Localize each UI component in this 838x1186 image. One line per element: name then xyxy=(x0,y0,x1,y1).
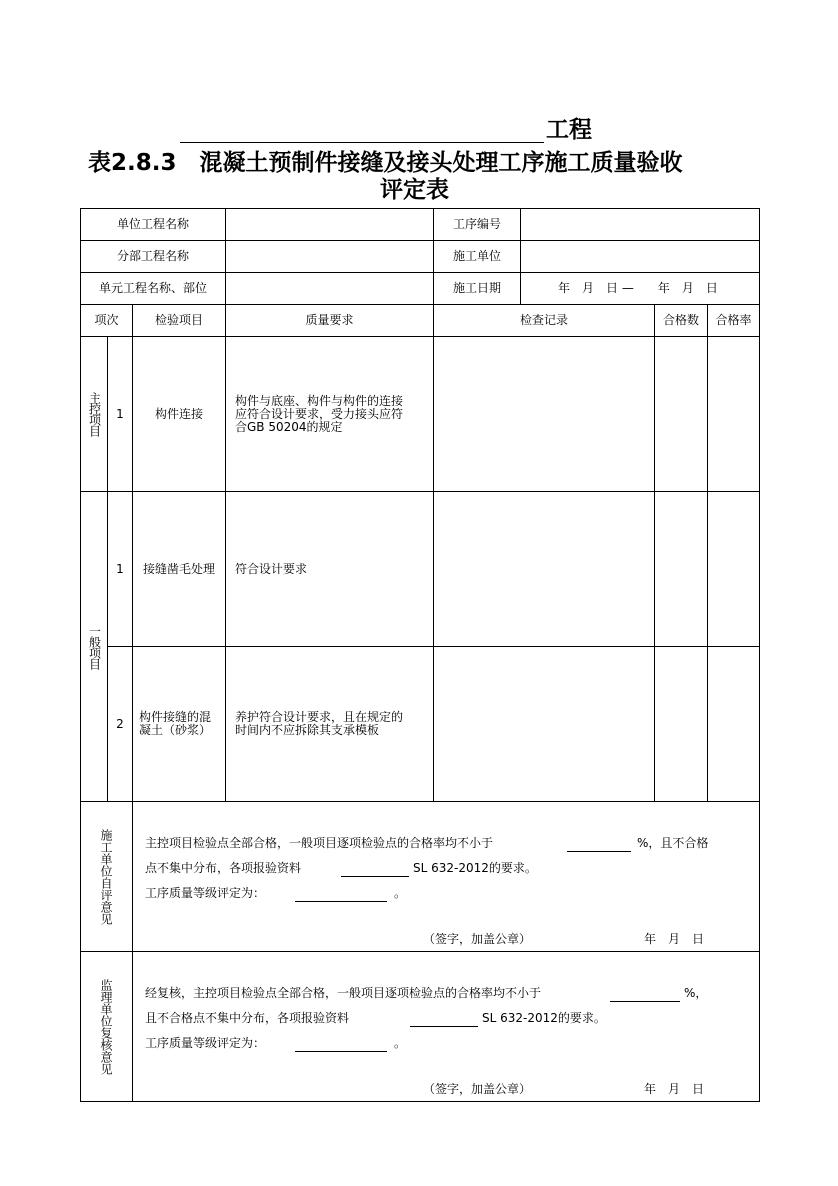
col-header-quality-requirement: 质量要求 xyxy=(305,313,354,327)
unit-project-field[interactable] xyxy=(226,209,433,240)
contractor-date: 年 月 日 xyxy=(644,932,705,946)
unit-project-label: 单位工程名称 xyxy=(116,217,189,231)
contractor-grade-blank[interactable] xyxy=(295,901,387,902)
contractor-line3: 工序质量等级评定为： xyxy=(145,886,266,900)
col-header-inspection-item: 检验项目 xyxy=(154,313,203,327)
general-item-record[interactable] xyxy=(434,492,654,646)
supervisor-rate-blank[interactable] xyxy=(610,1001,680,1002)
main-item-count[interactable] xyxy=(655,337,707,491)
table-border-bottom xyxy=(80,1101,760,1102)
contractor-line1: 主控项目检验点全部合格，一般项目逐项检验点的合格率均不小于 xyxy=(145,836,494,850)
general-item-name: 构件接缝的混凝土（砂浆） xyxy=(139,710,212,737)
supervisor-materials-blank[interactable] xyxy=(410,1026,478,1027)
contractor-rate-blank[interactable] xyxy=(567,851,631,852)
contractor-line3-end: 。 xyxy=(394,886,407,900)
general-item-record[interactable] xyxy=(434,647,654,801)
row-divider xyxy=(80,951,760,952)
supervisor-line3: 工序质量等级评定为： xyxy=(145,1036,266,1050)
general-item-no: 2 xyxy=(116,716,124,731)
project-name-blank xyxy=(180,142,544,143)
col-header-item-no: 项次 xyxy=(94,313,119,327)
division-project-label: 分部工程名称 xyxy=(116,249,189,263)
col-header-qualified-rate: 合格率 xyxy=(715,313,752,327)
supervisor-line3-end: 。 xyxy=(394,1036,407,1050)
main-item-rate[interactable] xyxy=(708,337,759,491)
contractor-line2-end: SL 632-2012的要求。 xyxy=(413,861,537,875)
construction-date-range[interactable]: 年 月 日 — 年 月 日 xyxy=(558,281,718,295)
supervisor-line2-end: SL 632-2012的要求。 xyxy=(482,1011,606,1025)
general-item-count[interactable] xyxy=(655,647,707,801)
supervisor-date: 年 月 日 xyxy=(644,1082,705,1096)
element-project-label: 单元工程名称、部位 xyxy=(98,281,207,295)
construction-date-label: 施工日期 xyxy=(452,281,501,295)
process-no-field[interactable] xyxy=(521,209,759,240)
contractor-line2: 点不集中分布，各项报验资料 xyxy=(145,861,302,875)
supervisor-line1: 经复核，主控项目检验点全部合格，一般项目逐项检验点的合格率均不小于 xyxy=(145,986,542,1000)
supervisor-line2: 且不合格点不集中分布，各项报验资料 xyxy=(145,1011,350,1025)
table-border-right xyxy=(759,208,760,1102)
general-item-rate[interactable] xyxy=(708,647,759,801)
main-item-no: 1 xyxy=(116,406,124,421)
supervisor-opinion-label: 监理单位复核意见 xyxy=(99,978,113,1075)
table-border-left xyxy=(80,208,81,1102)
general-item-rate[interactable] xyxy=(708,492,759,646)
supervisor-grade-blank[interactable] xyxy=(295,1051,387,1052)
contractor-opinion-label: 施工单位自评意见 xyxy=(99,828,113,925)
general-item-requirement: 养护符合设计要求，且在规定的时间内不应拆除其支承模板 xyxy=(235,710,404,737)
supervisor-line1-end: %， xyxy=(684,986,708,1000)
element-project-field[interactable] xyxy=(226,273,433,304)
row-divider xyxy=(80,801,760,802)
main-item-name: 构件连接 xyxy=(154,406,203,421)
general-item-requirement: 符合设计要求 xyxy=(235,561,308,576)
construction-unit-field[interactable] xyxy=(521,241,759,272)
construction-unit-label: 施工单位 xyxy=(452,249,501,263)
col-header-inspection-record: 检查记录 xyxy=(519,313,568,327)
project-suffix: 工程 xyxy=(546,117,592,143)
general-item-name: 接缝凿毛处理 xyxy=(142,561,215,576)
contractor-line1-end: %，且不合格 xyxy=(637,836,709,850)
supervisor-sign: （签字，加盖公章） xyxy=(423,1082,532,1096)
contractor-materials-blank[interactable] xyxy=(341,876,409,877)
main-item-requirement: 构件与底座、构件与构件的连接应符合设计要求，受力接头应符合GB 50204的规定 xyxy=(235,393,404,434)
page-title-line2: 评定表 xyxy=(380,177,449,203)
general-items-group-label: 一般项目 xyxy=(87,624,102,669)
process-no-label: 工序编号 xyxy=(452,217,501,231)
general-item-no: 1 xyxy=(116,561,124,576)
division-project-field[interactable] xyxy=(226,241,433,272)
col-header-qualified-count: 合格数 xyxy=(662,313,699,327)
main-items-group-label: 主控项目 xyxy=(87,392,102,436)
general-item-count[interactable] xyxy=(655,492,707,646)
main-item-record[interactable] xyxy=(434,337,654,491)
contractor-sign: （签字，加盖公章） xyxy=(423,932,532,946)
page-title: 表2.8.3 混凝土预制件接缝及接头处理工序施工质量验收 xyxy=(88,150,683,176)
